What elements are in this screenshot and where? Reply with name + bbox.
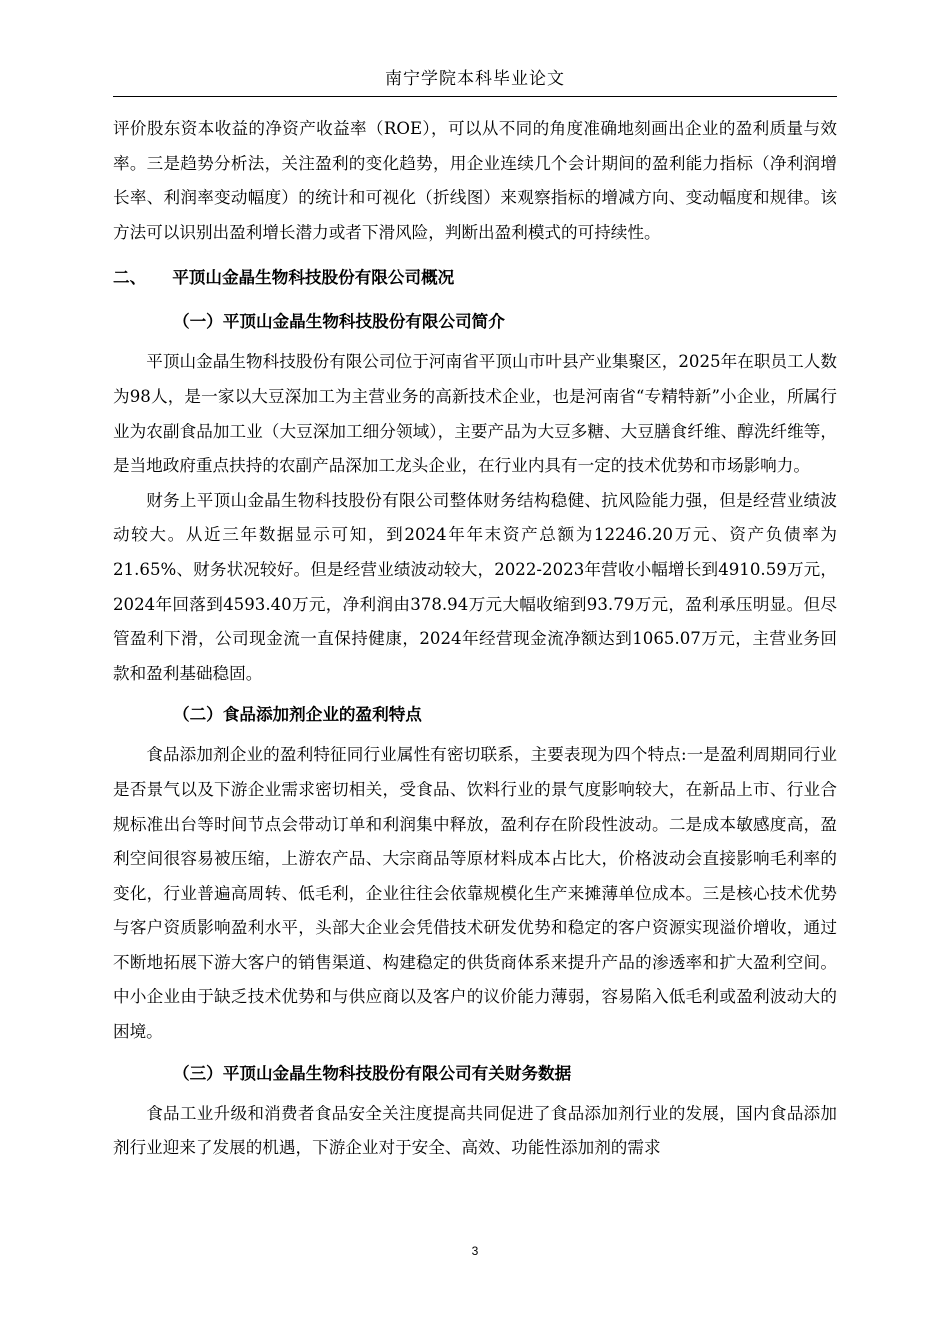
header-divider [113, 96, 837, 97]
body-paragraph: 食品添加剂企业的盈利特征同行业属性有密切联系，主要表现为四个特点:一是盈利周期同行业是否景气以及下游企业需求密切相关，受食品、饮料行业的景气度影响较大，在新品上市、行业合规标准出台等时间节点会带动订单和利润集中释放，盈利存在阶段性波动。二是成本敏感度高，盈利空间很容易被压缩，上游农产品、大宗商品等原材料成本占比大，价格波动会直接影响毛利率的变化，行业普遍高周转、低毛利，企业往往会依靠规模化生产来摊薄单位成本。三是核心技术优势与客户资质影响盈利水平，头部大企业会凭借技术研发优势和稳定的客户资源实现溢价增收，通过不断地拓展下游大客户的销售渠道、构建稳定的供货商体系来提升产品的渗透率和扩大盈利空间。中小企业由于缺乏技术优势和与供应商以及客户的议价能力薄弱，容易陷入低毛利或盈利波动大的困境。 [113, 745, 837, 1042]
section-title: 平顶山金晶生物科技股份有限公司概况 [172, 267, 455, 288]
subsection-heading-2: （二）食品添加剂企业的盈利特点 [173, 704, 422, 725]
page-body [113, 112, 837, 1166]
intro-paragraph: 评价股东资本收益的净资产收益率（ROE），可以从不同的角度准确地刻画出企业的盈利质量与效率。三是趋势分析法，关注盈利的变化趋势，用企业连续几个会计期间的盈利能力指标（净利润增长率、利润率变动幅度）的统计和可视化（折线图）来观察指标的增减方向、变动幅度和规律。该方法可以识别出盈利增长潜力或者下滑风险，判断出盈利模式的可持续性。 [113, 119, 837, 242]
running-header: 南宁学院本科毕业论文 [385, 69, 565, 89]
subsection-heading-1: （一）平顶山金晶生物科技股份有限公司简介 [173, 311, 505, 332]
body-paragraph: 平顶山金晶生物科技股份有限公司位于河南省平顶山市叶县产业集聚区，2025年在职员工人数为98人，是一家以大豆深加工为主营业务的高新技术企业，也是河南省“专精特新”小企业，所属行业为农副食品加工业（大豆深加工细分领域），主要产品为大豆多糖、大豆膳食纤维、醇洗纤维等，是当地政府重点扶持的农副产品深加工龙头企业，在行业内具有一定的技术优势和市场影响力。 [113, 352, 837, 476]
subsection-heading-3: （三）平顶山金晶生物科技股份有限公司有关财务数据 [173, 1062, 572, 1083]
body-paragraph: 食品工业升级和消费者食品安全关注度提高共同促进了食品添加剂行业的发展，国内食品添加剂行业迎来了发展的机遇，下游企业对于安全、高效、功能性添加剂的需求 [113, 1103, 837, 1158]
section-number: 二、 [113, 267, 147, 288]
body-paragraph: 财务上平顶山金晶生物科技股份有限公司整体财务结构稳健、抗风险能力强，但是经营业绩波动较大。从近三年数据显示可知，到2024年年末资产总额为12246.20万元、资产负债率为21.65%、财务状况较好。但是经营业绩波动较大，2022-2023年营收小幅增长到4910.59万元，2024年回落到4593.40万元，净利润由378.94万元大幅收缩到93.79万元，盈利承压明显。但尽管盈利下滑，公司现金流一直保持健康，2024年经营现金流净额达到1065.07万元，主营业务回款和盈利基础稳固。 [113, 490, 837, 683]
section-heading [113, 250, 837, 304]
page-number: 3 [471, 1244, 479, 1258]
